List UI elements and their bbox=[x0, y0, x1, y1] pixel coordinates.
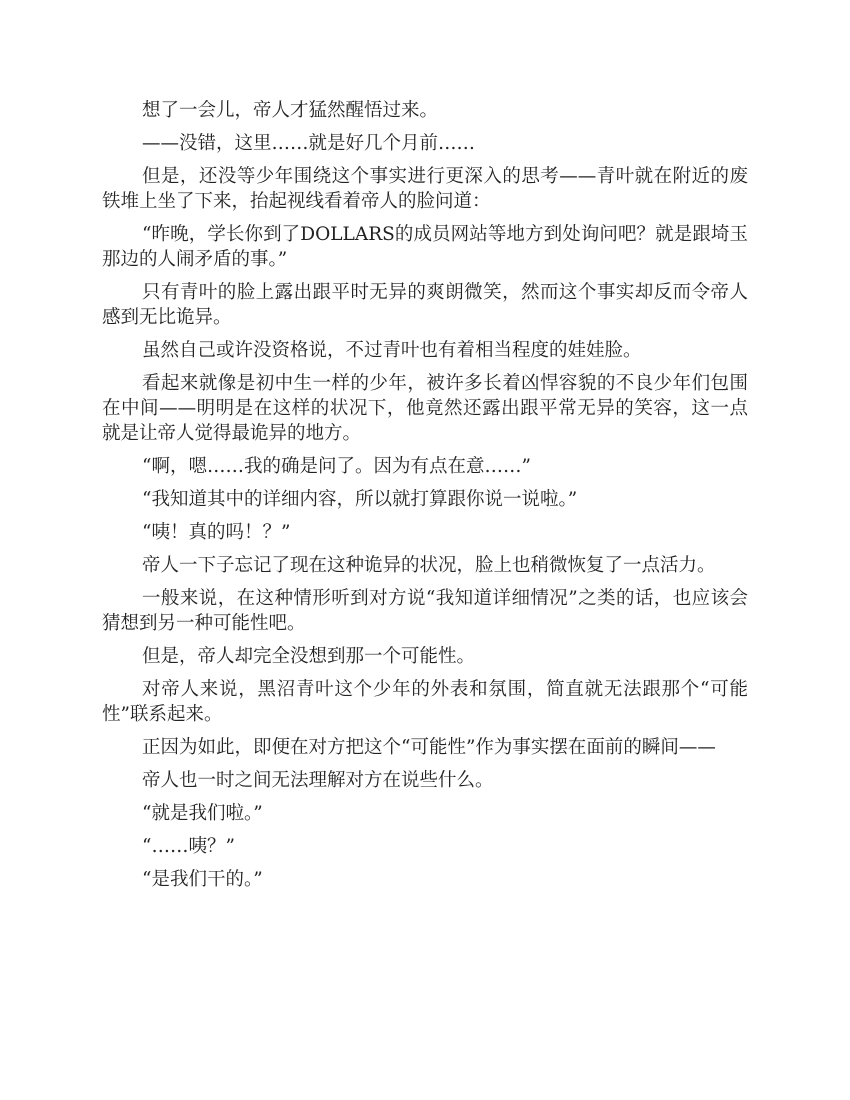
paragraph: “就是我们啦。” bbox=[142, 803, 263, 824]
paragraph: 一般来说，在这种情形听到对方说“我知道详细情况”之类的话，也应该会猜想到另一种可能性吧。 bbox=[102, 588, 748, 634]
paragraph: “我知道其中的详细内容，所以就打算跟你说一说啦。” bbox=[142, 489, 578, 510]
paragraph: 但是，帝人却完全没想到那一个可能性。 bbox=[142, 646, 476, 667]
paragraph: “昨晚，学长你到了DOLLARS的成员网站等地方到处询问吧？就是跟埼玉那边的人闹矛盾的事。” bbox=[102, 224, 748, 270]
paragraph: 虽然自己或许没资格说，不过青叶也有着相当程度的娃娃脸。 bbox=[142, 340, 642, 361]
paragraph: “是我们干的。” bbox=[142, 869, 263, 890]
paragraph: 但是，还没等少年围绕这个事实进行更深入的思考——青叶就在附近的废铁堆上坐了下来，抬起视线看着帝人的脸问道： bbox=[102, 166, 748, 212]
paragraph: 帝人一下子忘记了现在这种诡异的状况，脸上也稍微恢复了一点活力。 bbox=[142, 555, 716, 576]
paragraph: 对帝人来说，黑沼青叶这个少年的外表和氛围，简直就无法跟那个“可能性”联系起来。 bbox=[102, 679, 748, 725]
paragraph: “咦！真的吗！？” bbox=[142, 522, 291, 543]
paragraph: “啊，嗯……我的确是问了。因为有点在意……” bbox=[142, 456, 531, 477]
paragraph: “……咦？” bbox=[142, 836, 235, 857]
paragraph: 想了一会儿，帝人才猛然醒悟过来。 bbox=[142, 100, 439, 121]
document-page bbox=[102, 98, 748, 900]
paragraph: ——没错，这里……就是好几个月前…… bbox=[142, 133, 476, 154]
paragraph: 只有青叶的脸上露出跟平时无异的爽朗微笑，然而这个事实却反而令帝人感到无比诡异。 bbox=[102, 282, 748, 328]
paragraph: 正因为如此，即便在对方把这个“可能性”作为事实摆在面前的瞬间—— bbox=[142, 737, 716, 758]
paragraph: 看起来就像是初中生一样的少年，被许多长着凶悍容貌的不良少年们包围在中间——明明是在这样的状况下，他竟然还露出跟平常无异的笑容，这一点就是让帝人觉得最诡异的地方。 bbox=[102, 373, 748, 444]
paragraph: 帝人也一时之间无法理解对方在说些什么。 bbox=[142, 770, 494, 791]
